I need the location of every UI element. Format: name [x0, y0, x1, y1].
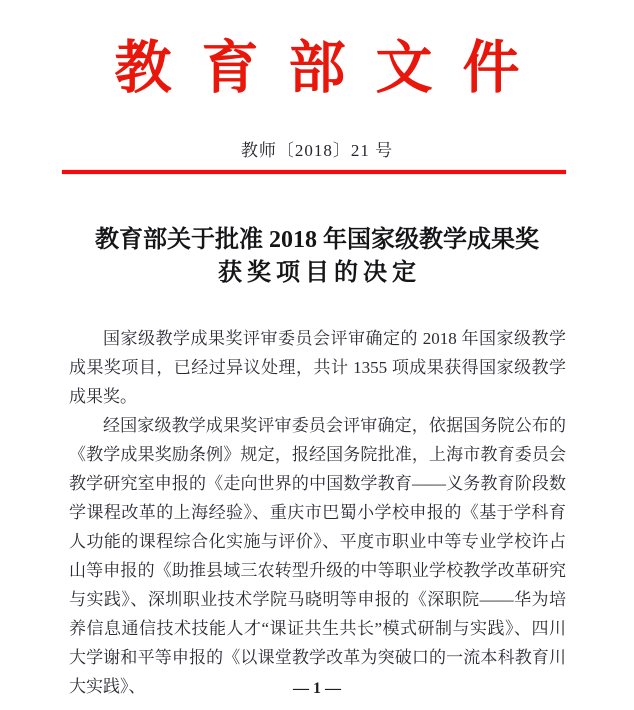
- body-paragraph-1: 国家级教学成果奖评审委员会评审确定的 2018 年国家级教学成果奖项目，已经过异议处理，共计 1355 项成果获得国家级教学成果奖。: [69, 329, 566, 406]
- document-title: [0, 224, 634, 290]
- document-body: [69, 324, 566, 701]
- document-header-title: 教育部文件: [114, 37, 550, 100]
- red-divider-rule: [62, 170, 566, 174]
- document-title-line-1: 教育部关于批准 2018 年国家级教学成果奖: [95, 227, 539, 253]
- page-number: — 1 —: [293, 680, 341, 697]
- document-title-line-2: 获奖项目的决定: [218, 260, 421, 286]
- body-paragraph-2: 经国家级教学成果奖评审委员会评审确定，依据国务院公布的《教学成果奖励条例》规定，报经国务院批准，上海市教育委员会教学研究室申报的《走向世界的中国数学教育——义务教育阶段数学课程改革的上海经验》、重庆市巴蜀小学校申报的《基于学科育人功能的课程综合化实施与评价》、平度市职业中等专业学校许占山等申报的《助推县域三农转型升级的中等职业学校教学改革研究与实践》、深圳职业技术学院马晓明等申报的《深职院——华为培养信息通信技术技能人才“课证共生共长”模式研制与实践》、四川大学谢和平等申报的《以课堂教学改革为突破口的一流本科教育川大实践》、: [69, 416, 566, 696]
- document-number: 教师〔2018〕21 号: [240, 141, 394, 160]
